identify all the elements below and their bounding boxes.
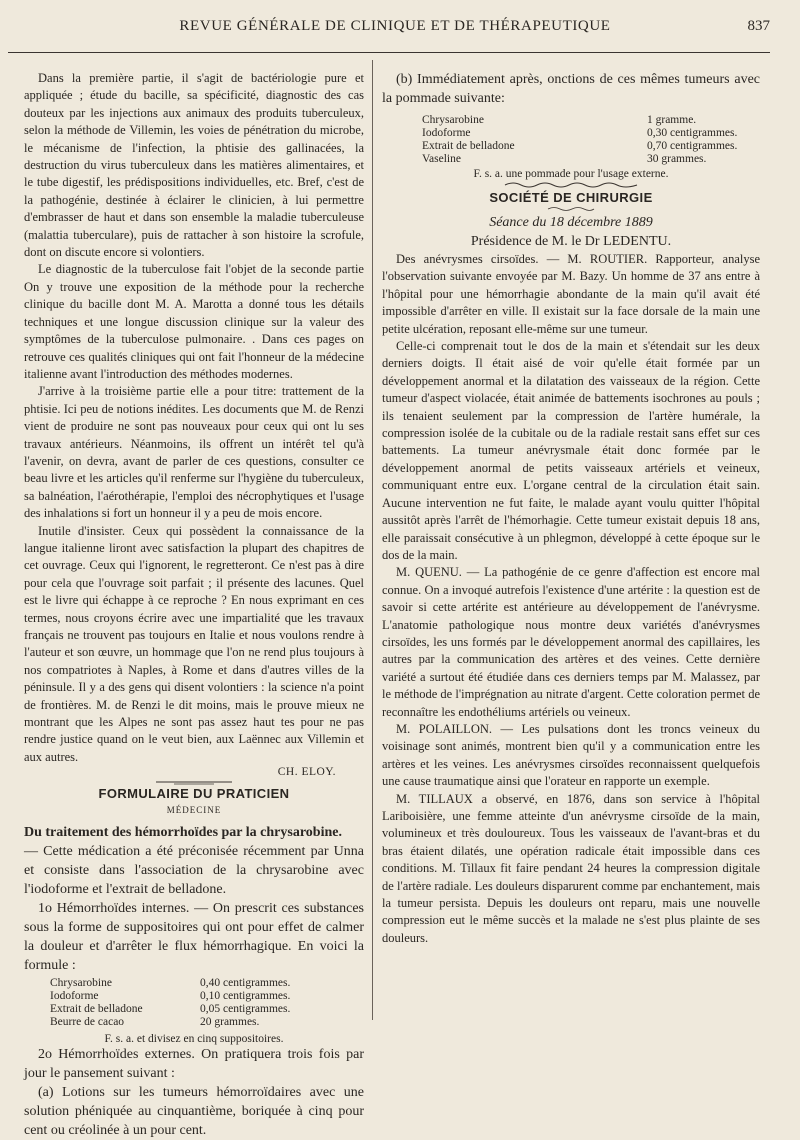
recipe-row [422,127,760,140]
recipe-row [422,153,760,166]
article-title [24,823,364,842]
paragraph-quenu: M. QUENU. — La pathogénie de ce genre d'affection est encore mal connue. On a invoqué autrefois l'existence d'une artérite : la question est de savoir si cette artérite est antérieure au développement de l'anévrysme. L'anatomie pathologique nous montre deux variétés d'anévrysmes cirsoïdes, les uns formés par le développement anormal des capillaires, les autres par la communication des artères et des veines. Cette dernière variété a surtout été étudiée dans ces derniers temps par M. Malassez, par le méthode de l'imprégnation au nitrate d'argent. Cette coloration permet de reconnaître les endothéliums artériels ou veineux. [382,565,760,719]
page-number: 837 [747,18,770,34]
recipe-row [50,1016,364,1029]
ingredient-amount: 1 gramme. [647,114,697,126]
ingredient-name: Beurre de cacao [50,1016,125,1029]
recipe-row [422,114,760,127]
ingredient-name: Extrait de belladone [50,1003,143,1016]
ornament-divider [501,180,641,190]
recipe-suppositoires [50,977,364,1029]
running-title: REVUE GÉNÉRALE DE CLINIQUE ET DE THÉRAPEUTIQUE [179,18,611,34]
formulaire-heading: FORMULAIRE DU PRATICIEN [98,786,290,802]
column-divider [372,60,373,1020]
ingredient-name: Extrait de belladone [422,140,515,152]
ingredient-amount: 30 grammes. [647,153,707,165]
recipe-pommade [422,114,760,166]
recipe-row [50,977,364,990]
paragraph-externes: 2o Hémorrhoïdes externes. On pratiquera trois fois par jour le pansement suivant : [24,1047,364,1082]
ingredient-name: Chrysarobine [50,977,112,990]
ingredient-amount: 20 grammes. [200,1016,260,1029]
presidence-line: Présidence de M. le Dr LEDENTU. [470,234,672,249]
seance-date: Séance du 18 décembre 1889 [489,215,653,230]
paragraph-internes: 1o Hémorrhoïdes internes. — On prescrit ces substances sous la forme de suppositoires qui ont pour effet de calmer la douleur et d'arrêter le flux hémorrhagique. En voici la formule : [24,901,364,974]
paragraph-traitement: J'arrive à la troisième partie elle a pour titre: trattement de la phtisie. Ici peu de notions inédites. Les documents que M. de Renzi vient de produire ne sont pas nouveaux pour ceux qui ont lu ses travaux antérieurs. Néanmoins, ils offrent un intérêt tel qu'à l'avenir, on devra, avant de parler de ces questions, consulter ce beau livre et les articles qu'il renferme sur l'hygiène du tuberculeux, sa balnéation, l'aérothérapie, l'emploi des nécrophytiques et l'usage des inhalations si fort un honneur il y a peu de mois encore. [24,384,364,521]
article-intro: — Cette médication a été préconisée récemment par Unna et consiste dans l'association de la chrysarobine avec l'iodoforme et l'extrait de belladone. [24,844,364,898]
ingredient-amount: 0,70 centigrammes. [647,140,738,152]
right-column [382,70,760,947]
ornament-divider [154,778,234,786]
ingredient-amount: 0,40 centigrammes. [200,977,291,990]
paragraph-lotions: (a) Lotions sur les tumeurs hémorroïdaires avec une solution phéniquée au cinquantième, boriquée à cinq pour cent ou créolinée à un pour cent. [24,1085,364,1139]
ingredient-amount: 0,05 centigrammes. [200,1003,291,1016]
small-ornament [546,205,596,213]
left-column [24,70,364,1140]
paragraph-conclusion: Inutile d'insister. Ceux qui possèdent la connaissance de la langue italienne liront avec satisfaction la plupart des chapitres de cet ouvrage. Ceux qui l'ignorent, le regretteront. Ce n'est pas à dire pour cela que l'ouvrage soit parfait ; il présente des lacunes. Quel est le livre qui échappe à ce reproche ? En nous exprimant en ces termes, nous croyons écrire avec une impartialité que les travaux français ne trouvent pas toujours en Italie et nous voulons rendre à l'auteur et son œuvre, un hommage que l'on ne rend plus toujours à nos compatriotes à Naples, à Rome et dans d'autres villes de la péninsule. Il y a des gens qui disent volontiers : la science n'a point de frontières. M. de Renzi le dit moins, mais le prouve mieux ne montrant que les Alpes ne sont pas assez haut tes pour ne pas rendre justice quand on le veut bien, aux Laënnec aux Villemin et aux autres. [24,523,364,764]
recipe-row [50,990,364,1003]
header-rule [8,52,770,53]
paragraph-anevrysmes: Des anévrysmes cirsoïdes. — M. ROUTIER. Rapporteur, analyse l'observation suivante envoyée par M. Bazy. Un homme de 37 ans entre à l'hôpital pour une hémorrhagie abondante de la main qu'il avait été impossible d'arrêter en ville. Il existait sur la face dorsale de la main une petite ulcération, reposant elle-même sur une tumeur. [382,252,760,336]
running-head [20,14,770,40]
author-signature: CH. ELOY. [277,766,336,779]
recipe-row [422,140,760,153]
recipe-row [50,1003,364,1016]
ingredient-amount: 0,10 centigrammes. [200,990,291,1003]
societe-heading: SOCIÉTÉ DE CHIRURGIE [489,190,653,205]
paragraph-diagnostic: Le diagnostic de la tuberculose fait l'objet de la seconde partie On y trouve une exposition de la méthode pour la recherche clinique du bacille dont M. A. Marotta a donné tous les détails techniques et une longue discussion clinique sur la valeur des symptômes de la tuberculose pulmonaire. . Dans ces pages on retrouve ces qualités cliniques qui ont fait l'honneur de la médecine italienne avant l'introduction des méthodes modernes. [24,262,364,381]
paragraph-onctions: (b) Immédiatement après, onctions de ces mêmes tumeurs avec la pommade suivante: [382,72,760,106]
medecine-label: MÉDECINE [166,805,222,816]
recipe-note: F. s. a. et divisez en cinq suppositoires. [104,1033,284,1046]
ingredient-name: Chrysarobine [422,114,484,126]
paragraph-description-tumeur: Celle-ci comprenait tout le dos de la main et s'étendait sur les deux derniers doigts. Il était aisé de voir qu'elle était formée par un développement anormal et la dilatation des vaisseaux de la région. Cette tumeur d'aspect violacée, était animée de battements isochrones au pouls ; ils tenaient seulement par la compression de l'artère humérale, la compression isolée de la cubitale ou de la radiale restait sans effet sur ces battements. La tumeur anévrysmale était donc formée par le développement anormal de petits vaisseaux artériels et veineux, communiquant entre eux. L'organe central de la circulation était sain. Aucune intervention ne fut faite, le malade ayant voulu quitter l'hôpital aussitôt après l'arrêt de l'hémorhagie. Cette tumeur existait depuis 18 ans, elle paraissait consécutive à un phlegmon, développé à cette époque sur le dos de la main. [382,339,760,562]
ingredient-name: Vaseline [422,153,461,165]
paragraph-polaillon: M. POLAILLON. — Les pulsations dont les troncs veineux du voisinage sont animés, montrent bien qu'il y a communication entre les artères et les veines. Les anévrysmes cirsoïdes reconnaissent quelquefois une cause traumatique ainsi que l'orateur en rapporte un exemple. [382,721,760,789]
recipe-note: F. s. a. une pommade pour l'usage externe. [473,168,669,180]
ingredient-name: Iodoforme [50,990,99,1003]
article-title-text: Du traitement des hémorrhoïdes par la chrysarobine. [24,825,342,841]
ingredient-name: Iodoforme [422,127,471,139]
ingredient-amount: 0,30 centigrammes. [647,127,738,139]
paragraph-bacteriologie: Dans la première partie, il s'agit de bactériologie pure et appliquée ; étude du bacille, sa spécificité, diagnostic des cas douteux par les injections aux animaux des produits tuberculeux, selon la méthode de Villemin, les voies de pénétration du microbe, le mécanisme de l'infection, la phtisie des gallinacées, la destruction du virus tuberculeux dans les matières alimentaires, et le tube digestif, les prédispositions individuelles, etc. Bref, c'est de la pathogénie, destinée à éclairer le clinicien, à lui permettre d'embrasser de haut et dans son ensemble la maladie tuberculeuse (malattia tuberculare), puis de rattacher à son histoire la scrofule, dont on discute encore si volontiers. [24,71,364,260]
paragraph-tillaux: M. TILLAUX a observé, en 1876, dans son service à l'hôpital Lariboisière, une femme atteinte d'un anévrysme cirsoïde de la main, volumineux et très douloureux. Tous les vaisseaux de l'avant-bras et du bras étaient dilatés, une opération radicale était impossible dans ces conditions. M. Tillaux fit faire pendant 24 heures la compression digitale de l'artère radiale. Les douleurs disparurent comme par enchantement, mais la tumeur persista. Depuis les douleurs ont reparu, mais une nouvelle compression eut le même succès et la malade ne s'est plus plainte de ses douleurs. [382,791,760,945]
